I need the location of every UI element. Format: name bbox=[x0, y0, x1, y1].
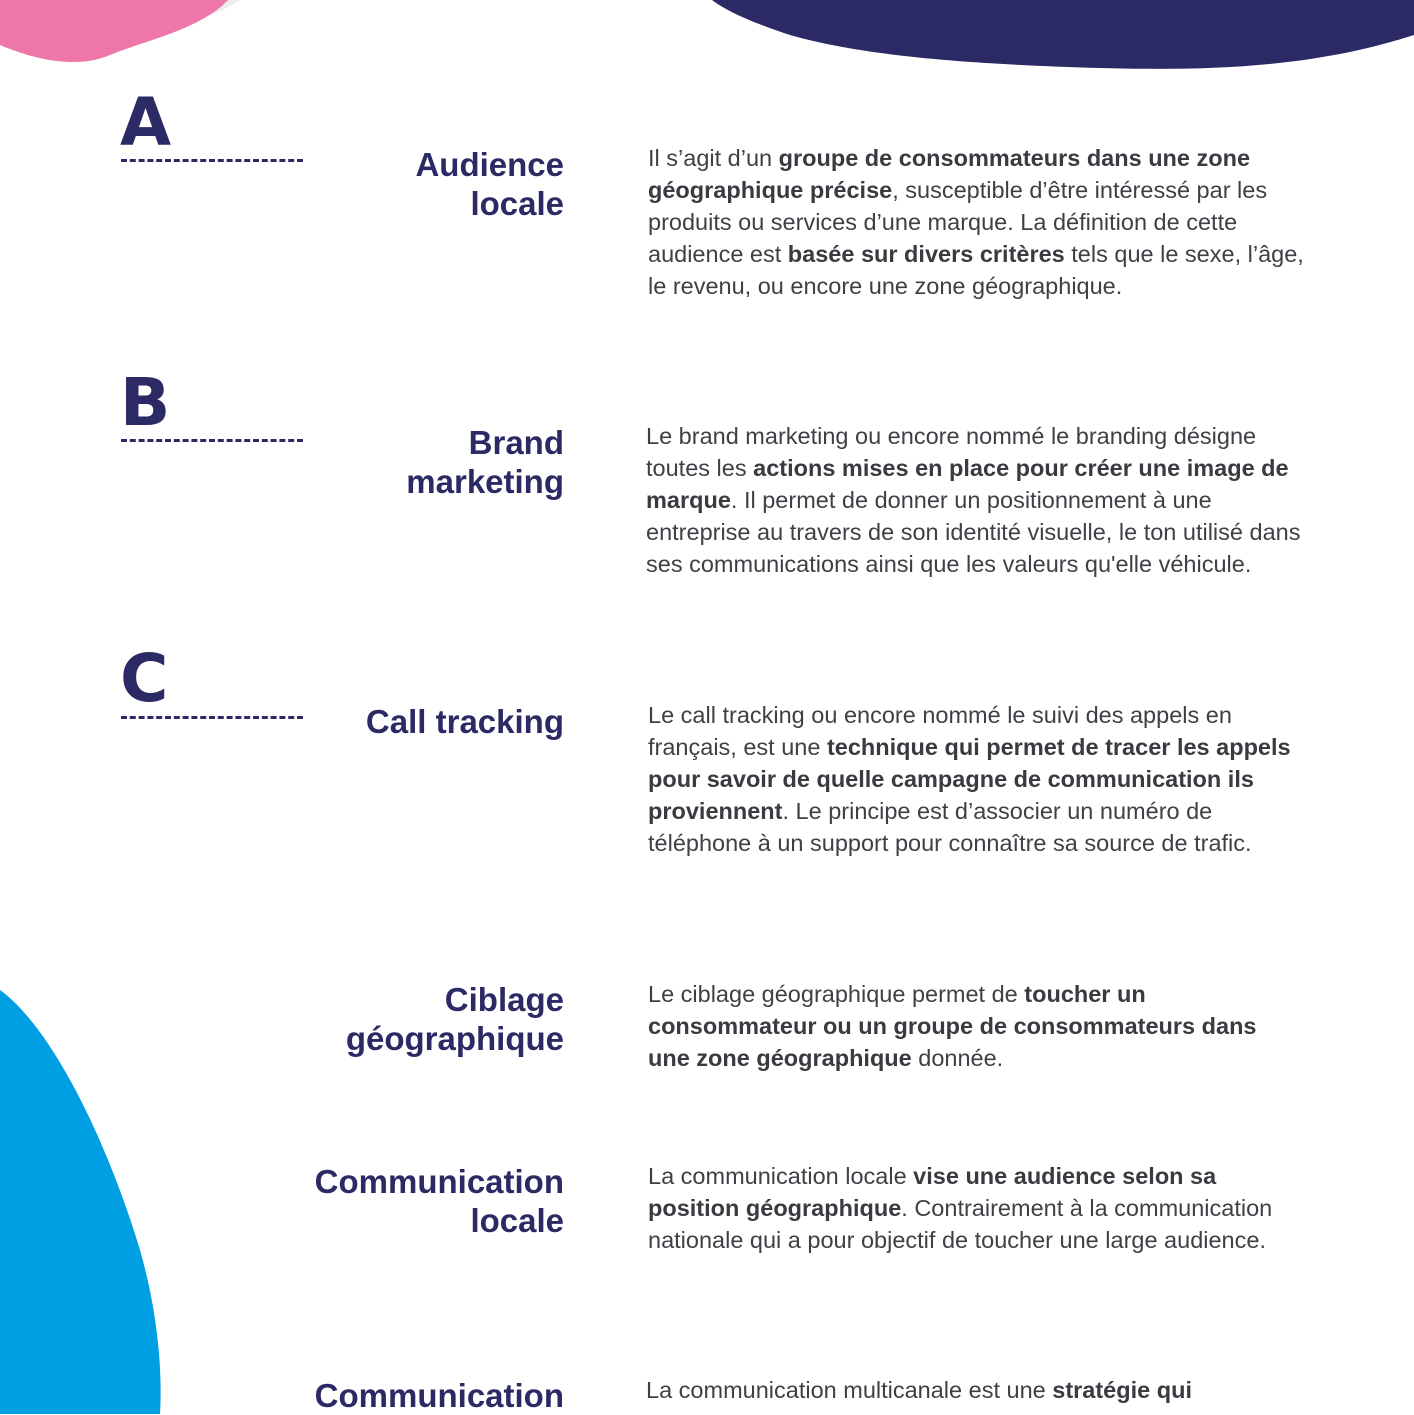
grey-blob bbox=[150, 0, 240, 22]
text-run-bold: stratégie qui bbox=[1052, 1377, 1192, 1403]
term-brand-marketing bbox=[144, 423, 564, 501]
term-call-tracking bbox=[144, 702, 564, 741]
term-line: locale bbox=[470, 185, 564, 222]
definition-communication-multicanale bbox=[646, 1374, 1306, 1406]
text-run: Le ciblage géographique permet de bbox=[648, 981, 1025, 1007]
blue-blob bbox=[0, 990, 161, 1414]
term-line: locale bbox=[470, 1202, 564, 1239]
term-line: Audience bbox=[415, 146, 564, 183]
text-run-bold: toucher un consommateur ou un groupe de consommateurs dans une zone géographique bbox=[648, 981, 1257, 1071]
term-line: Communication bbox=[314, 1163, 564, 1200]
term-ciblage-geographique bbox=[144, 980, 564, 1058]
letter-b: B bbox=[120, 364, 171, 441]
text-run: Il s’agit d’un bbox=[648, 145, 779, 171]
definition-brand-marketing bbox=[646, 420, 1314, 580]
text-run: Le call tracking ou encore nommé le suivi des appels en français, est une bbox=[648, 702, 1232, 760]
text-run-bold: basée sur divers critères bbox=[787, 241, 1065, 267]
text-run: Le brand marketing ou encore nommé le branding désigne toutes les bbox=[646, 423, 1257, 481]
definition-ciblage-geographique bbox=[648, 978, 1288, 1074]
term-line: Communication bbox=[314, 1377, 564, 1414]
text-run-bold: actions mises en place pour créer une image de marque bbox=[646, 455, 1289, 513]
text-run: tels que le sexe, l’âge, le revenu, ou encore une zone géographique. bbox=[648, 241, 1304, 299]
term-line: marketing bbox=[406, 463, 564, 500]
text-run: La communication multicanale est une bbox=[646, 1377, 1053, 1403]
text-run-bold: groupe de consommateurs dans une zone géographique précise bbox=[648, 145, 1251, 203]
term-line: Brand bbox=[468, 424, 564, 461]
text-run: . Le principe est d’associer un numéro de téléphone à un support pour connaître sa source de trafic. bbox=[648, 798, 1252, 856]
definition-communication-locale bbox=[648, 1160, 1308, 1256]
term-audience-locale bbox=[144, 145, 564, 223]
term-line: géographique bbox=[345, 1020, 564, 1057]
navy-blob bbox=[712, 0, 1414, 69]
term-communication-locale bbox=[144, 1162, 564, 1240]
text-run: . Il permet de donner un positionnement à une entreprise au travers de son identité visuelle, le ton utilisé dans ses communications ainsi que les valeurs qu'elle véhicule. bbox=[646, 487, 1301, 577]
definition-audience-locale bbox=[648, 142, 1308, 302]
term-line: Ciblage bbox=[444, 981, 564, 1018]
text-run-bold: technique qui permet de tracer les appels pour savoir de quelle campagne de communication ils proviennent bbox=[648, 734, 1291, 824]
text-run-bold: vise une audience selon sa position géographique bbox=[648, 1163, 1217, 1221]
text-run: . Contrairement à la communication nationale qui a pour objectif de toucher une large audience. bbox=[648, 1195, 1273, 1253]
text-run: La communication locale bbox=[648, 1163, 914, 1189]
pink-blob bbox=[0, 0, 228, 62]
letter-c: C bbox=[120, 640, 169, 717]
term-communication-multicanale bbox=[144, 1376, 564, 1415]
definition-call-tracking bbox=[648, 699, 1308, 859]
letter-a: A bbox=[120, 84, 172, 161]
term-line: Call tracking bbox=[365, 703, 564, 740]
text-run: donnée. bbox=[911, 1045, 1004, 1071]
text-run: , susceptible d’être intéressé par les produits ou services d’une marque. La définition de cette audience est bbox=[648, 177, 1268, 267]
